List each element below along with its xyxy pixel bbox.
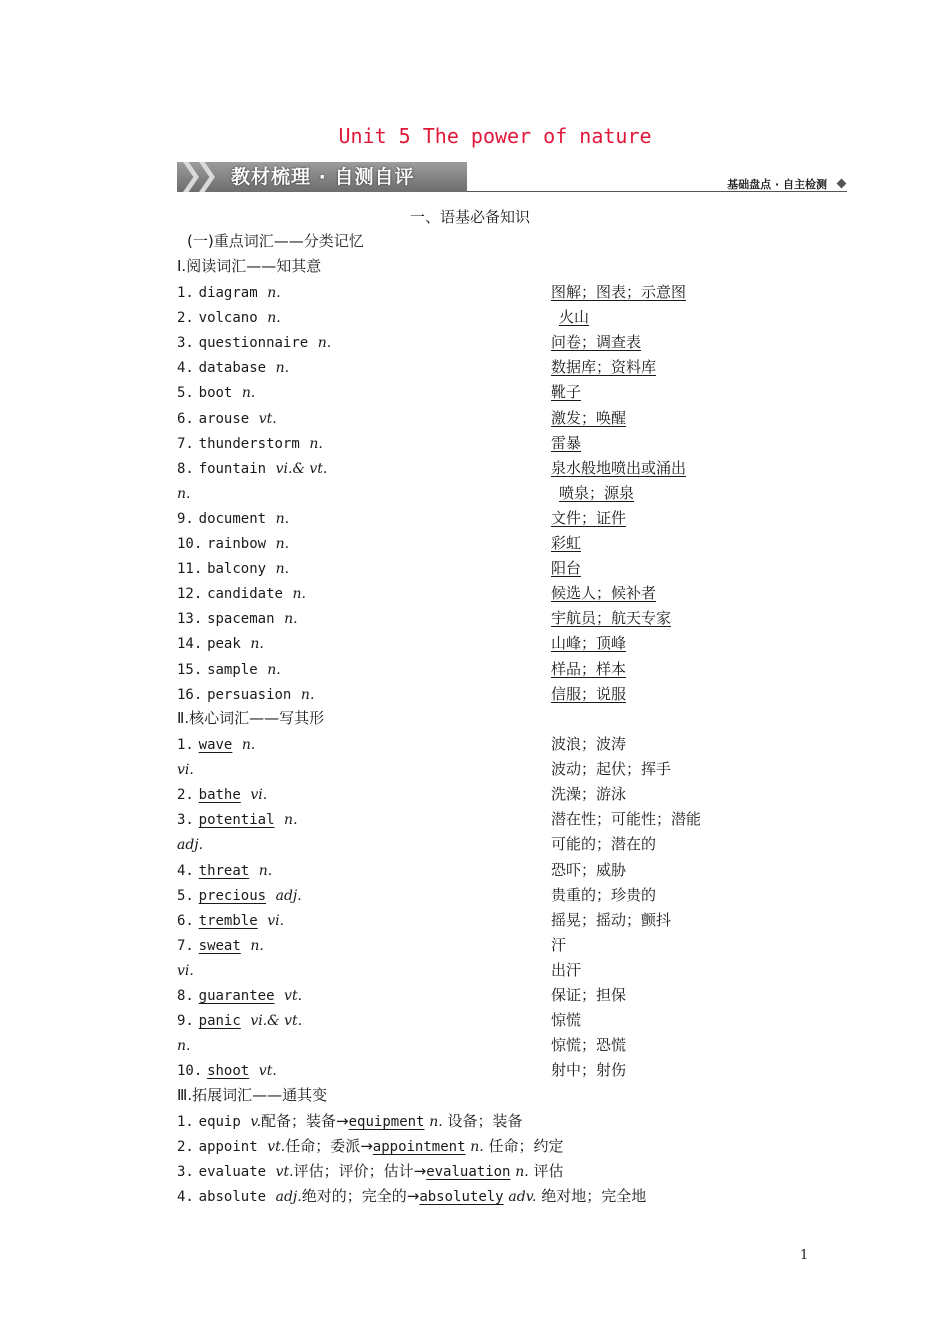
answer-blank: 宇航员；航天专家: [551, 609, 672, 628]
answer-blank: 激发；唤醒: [551, 408, 627, 427]
word-meaning: 射中；射伤: [551, 1061, 627, 1080]
list-item: [177, 1135, 564, 1157]
item-number: 15.: [177, 661, 203, 678]
vocab-word: spaceman: [207, 611, 275, 628]
part-of-speech: vi.& vt.: [250, 1013, 303, 1030]
item-number: 12.: [177, 586, 203, 603]
word-meaning: 保证；担保: [551, 986, 627, 1004]
list-item: [177, 281, 281, 303]
part-of-speech: v.: [250, 1114, 262, 1130]
answer-blank: 图解；图表；示意图: [551, 283, 687, 301]
part-of-speech: n.: [284, 812, 298, 829]
list-item: [177, 808, 298, 830]
list-item: [177, 1034, 190, 1056]
vocab-word: sample: [207, 661, 258, 678]
list-item: [177, 959, 194, 981]
part-of-speech: adv.: [508, 1189, 537, 1206]
word-meaning: 惊慌: [551, 1011, 582, 1030]
item-number: 7.: [177, 937, 194, 954]
list-item: [177, 884, 302, 906]
part-of-speech: adj.: [177, 837, 204, 854]
word-meaning: 评估；评价；估计→: [293, 1162, 427, 1181]
item-number: 7.: [177, 435, 194, 452]
part-of-speech: n.: [300, 686, 315, 703]
answer-blank: 山峰；顶峰: [551, 634, 627, 653]
answer-blank: sweat: [198, 937, 241, 954]
answer-blank: precious: [198, 887, 267, 904]
list-item: [177, 658, 281, 680]
item-number: 6.: [177, 410, 194, 427]
item-number: 14.: [177, 636, 203, 653]
list-item: [177, 432, 323, 454]
word-meaning: 任命；约定: [488, 1137, 564, 1156]
part-of-speech: vi.: [250, 787, 268, 804]
answer-blank: 彩虹: [551, 534, 582, 552]
part-of-speech: vt.: [284, 988, 303, 1004]
section-banner: [177, 160, 847, 194]
item-number: 3.: [177, 812, 194, 829]
word-meaning: 洗澡；游泳: [551, 785, 627, 804]
answer-blank: equipment: [348, 1114, 425, 1130]
part1-heading: Ⅰ.阅读词汇——知其意: [177, 257, 322, 275]
item-number: 16.: [177, 686, 203, 703]
vocab-word: database: [198, 360, 267, 377]
list-item: [177, 1160, 564, 1182]
vocab-word: appoint: [198, 1139, 258, 1156]
vocab-word: evaluate: [198, 1164, 267, 1181]
item-number: 4.: [177, 1189, 194, 1206]
vocab-word: diagram: [198, 285, 258, 301]
item-number: 6.: [177, 912, 194, 929]
part-of-speech: n.: [292, 586, 306, 603]
part-of-speech: n.: [267, 310, 281, 327]
list-item: [177, 1009, 302, 1031]
word-meaning: 摇晃；摇动；颤抖: [551, 910, 672, 929]
word-meaning: 贵重的；珍贵的: [551, 885, 657, 904]
part-of-speech: n.: [275, 360, 290, 377]
item-number: 8.: [177, 460, 194, 477]
answer-blank: 阳台: [551, 559, 582, 578]
answer-blank: wave: [198, 737, 233, 753]
answer-blank: 样品；样本: [551, 659, 627, 678]
answer-blank: guarantee: [198, 988, 275, 1004]
answer-blank: potential: [198, 812, 275, 829]
part-of-speech: n.: [275, 536, 290, 552]
part3-heading: Ⅲ.拓展词汇——通其变: [177, 1086, 328, 1104]
part-of-speech: n.: [241, 737, 256, 753]
list-item: [177, 457, 327, 479]
answer-blank: 信服；说服: [551, 684, 627, 703]
part-of-speech: vt.: [275, 1164, 294, 1181]
word-meaning: 出汗: [551, 960, 582, 979]
list-item: [177, 833, 203, 855]
word-meaning: 波动；起伏；挥手: [551, 760, 672, 779]
part-of-speech: vt.: [258, 1063, 277, 1080]
item-number: 13.: [177, 611, 203, 628]
item-number: 10.: [177, 536, 203, 552]
vocab-word: document: [198, 510, 267, 527]
vocab-word: fountain: [198, 460, 267, 477]
answer-blank: 数据库；资料库: [551, 358, 657, 377]
part-of-speech: n.: [317, 335, 332, 352]
answer-blank: 雷暴: [551, 433, 582, 452]
vocab-word: thunderstorm: [198, 435, 300, 452]
answer-blank: 文件；证件: [551, 508, 627, 527]
answer-blank: absolutely: [419, 1189, 504, 1206]
list-item: [177, 331, 331, 353]
item-number: 1.: [177, 285, 194, 301]
answer-blank: shoot: [207, 1063, 250, 1080]
vocab-word: volcano: [198, 310, 258, 327]
part-of-speech: n.: [275, 510, 290, 527]
chevron-icon: [199, 162, 215, 192]
answer-blank: 泉水般地喷出或涌出: [551, 458, 687, 477]
part-of-speech: vt.: [258, 410, 277, 427]
item-number: 9.: [177, 1013, 194, 1030]
list-item: [177, 381, 255, 403]
part-of-speech: vi.: [267, 912, 285, 929]
word-meaning: 潜在性；可能性；潜能: [551, 810, 702, 829]
section-heading: 一、语基必备知识: [410, 208, 531, 226]
part-of-speech: n.: [284, 611, 298, 628]
item-number: 2.: [177, 310, 194, 327]
vocab-word: questionnaire: [198, 335, 309, 352]
item-number: 9.: [177, 510, 194, 527]
subsection-heading: (一)重点词汇——分类记忆: [187, 232, 364, 250]
item-number: 10.: [177, 1063, 203, 1080]
part-of-speech: vt.: [267, 1139, 286, 1156]
answer-blank: appointment: [372, 1139, 466, 1156]
vocab-word: candidate: [207, 586, 283, 603]
word-meaning: 评估: [533, 1162, 564, 1181]
chevron-icon: [183, 162, 199, 192]
item-number: 3.: [177, 335, 194, 352]
word-meaning: 任命；委派→: [285, 1137, 373, 1156]
diamond-icon: [837, 179, 847, 189]
vocab-word: absolute: [198, 1189, 267, 1206]
list-item: [177, 1110, 523, 1132]
answer-blank: bathe: [198, 787, 241, 804]
list-item: [177, 306, 281, 328]
part-of-speech: vi.: [177, 962, 194, 979]
item-number: 5.: [177, 385, 194, 402]
part-of-speech: n.: [267, 661, 281, 678]
vocab-word: rainbow: [207, 536, 267, 552]
answer-blank: tremble: [198, 912, 258, 929]
part-of-speech: n.: [177, 485, 191, 502]
item-number: 11.: [177, 561, 203, 578]
list-item: [177, 909, 284, 931]
list-item: [177, 934, 264, 956]
list-item: [177, 1185, 646, 1207]
part2-heading: Ⅱ.核心词汇——写其形: [177, 709, 325, 727]
banner-subtitle: 基础盘点 · 自主检测: [727, 178, 827, 191]
vocab-word: balcony: [207, 561, 267, 578]
item-number: 1.: [177, 737, 194, 753]
item-number: 2.: [177, 787, 194, 804]
list-item: [177, 607, 298, 629]
list-item: [177, 783, 267, 805]
part-of-speech: n.: [267, 285, 281, 301]
page-title: Unit 5 The power of nature: [338, 124, 652, 148]
list-item: [177, 356, 289, 378]
answer-blank: 靴子: [551, 383, 582, 402]
list-item: [177, 859, 272, 881]
part-of-speech: adj.: [275, 1189, 302, 1206]
word-meaning: 汗: [551, 935, 567, 954]
item-number: 8.: [177, 988, 194, 1004]
item-number: 2.: [177, 1139, 194, 1156]
word-meaning: 波浪；波涛: [551, 735, 627, 753]
list-item: [177, 557, 289, 579]
answer-blank: panic: [198, 1013, 241, 1030]
part-of-speech: n.: [309, 435, 323, 452]
answer-blank: 喷泉；源泉: [559, 483, 635, 502]
word-meaning: 绝对地；完全地: [541, 1187, 647, 1206]
word-meaning: 配备；装备→: [261, 1112, 349, 1130]
item-number: 4.: [177, 862, 194, 879]
part-of-speech: n.: [275, 561, 290, 578]
part-of-speech: n.: [429, 1114, 443, 1130]
word-meaning: 惊慌；恐慌: [551, 1036, 627, 1055]
list-item: [177, 733, 255, 755]
page-number: 1: [800, 1248, 809, 1263]
vocab-word: equip: [198, 1114, 241, 1130]
list-item: [177, 532, 289, 554]
part-of-speech: vi.& vt.: [275, 460, 328, 477]
list-item: [177, 758, 194, 780]
vocab-word: persuasion: [207, 686, 292, 703]
item-number: 5.: [177, 887, 194, 904]
list-item: [177, 1059, 277, 1081]
list-item: [177, 507, 289, 529]
item-number: 1.: [177, 1114, 194, 1130]
part-of-speech: n.: [470, 1139, 484, 1156]
list-item: [177, 407, 277, 429]
vocab-word: arouse: [198, 410, 250, 427]
list-item: [177, 482, 190, 504]
part-of-speech: n.: [250, 636, 264, 653]
answer-blank: threat: [198, 862, 250, 879]
banner-title: 教材梳理 · 自测自评: [231, 166, 415, 188]
list-item: [177, 984, 302, 1006]
answer-blank: evaluation: [426, 1164, 511, 1181]
part-of-speech: n.: [177, 1038, 191, 1055]
answer-blank: 问卷；调查表: [551, 333, 642, 352]
list-item: [177, 683, 314, 705]
vocab-word: peak: [207, 636, 241, 653]
item-number: 4.: [177, 360, 194, 377]
part-of-speech: n.: [515, 1164, 529, 1181]
list-item: [177, 582, 306, 604]
list-item: [177, 632, 264, 654]
word-meaning: 绝对的；完全的→: [301, 1187, 420, 1206]
word-meaning: 可能的；潜在的: [551, 835, 657, 854]
answer-blank: 火山: [559, 308, 590, 327]
word-meaning: 恐吓；威胁: [551, 860, 627, 879]
vocab-word: boot: [198, 385, 233, 402]
part-of-speech: n.: [241, 385, 256, 402]
item-number: 3.: [177, 1164, 194, 1181]
part-of-speech: vi.: [177, 762, 194, 779]
answer-blank: 候选人；候补者: [551, 584, 657, 603]
part-of-speech: n.: [258, 862, 273, 879]
word-meaning: 设备；装备: [447, 1112, 523, 1130]
part-of-speech: adj.: [275, 887, 302, 904]
part-of-speech: n.: [250, 937, 264, 954]
